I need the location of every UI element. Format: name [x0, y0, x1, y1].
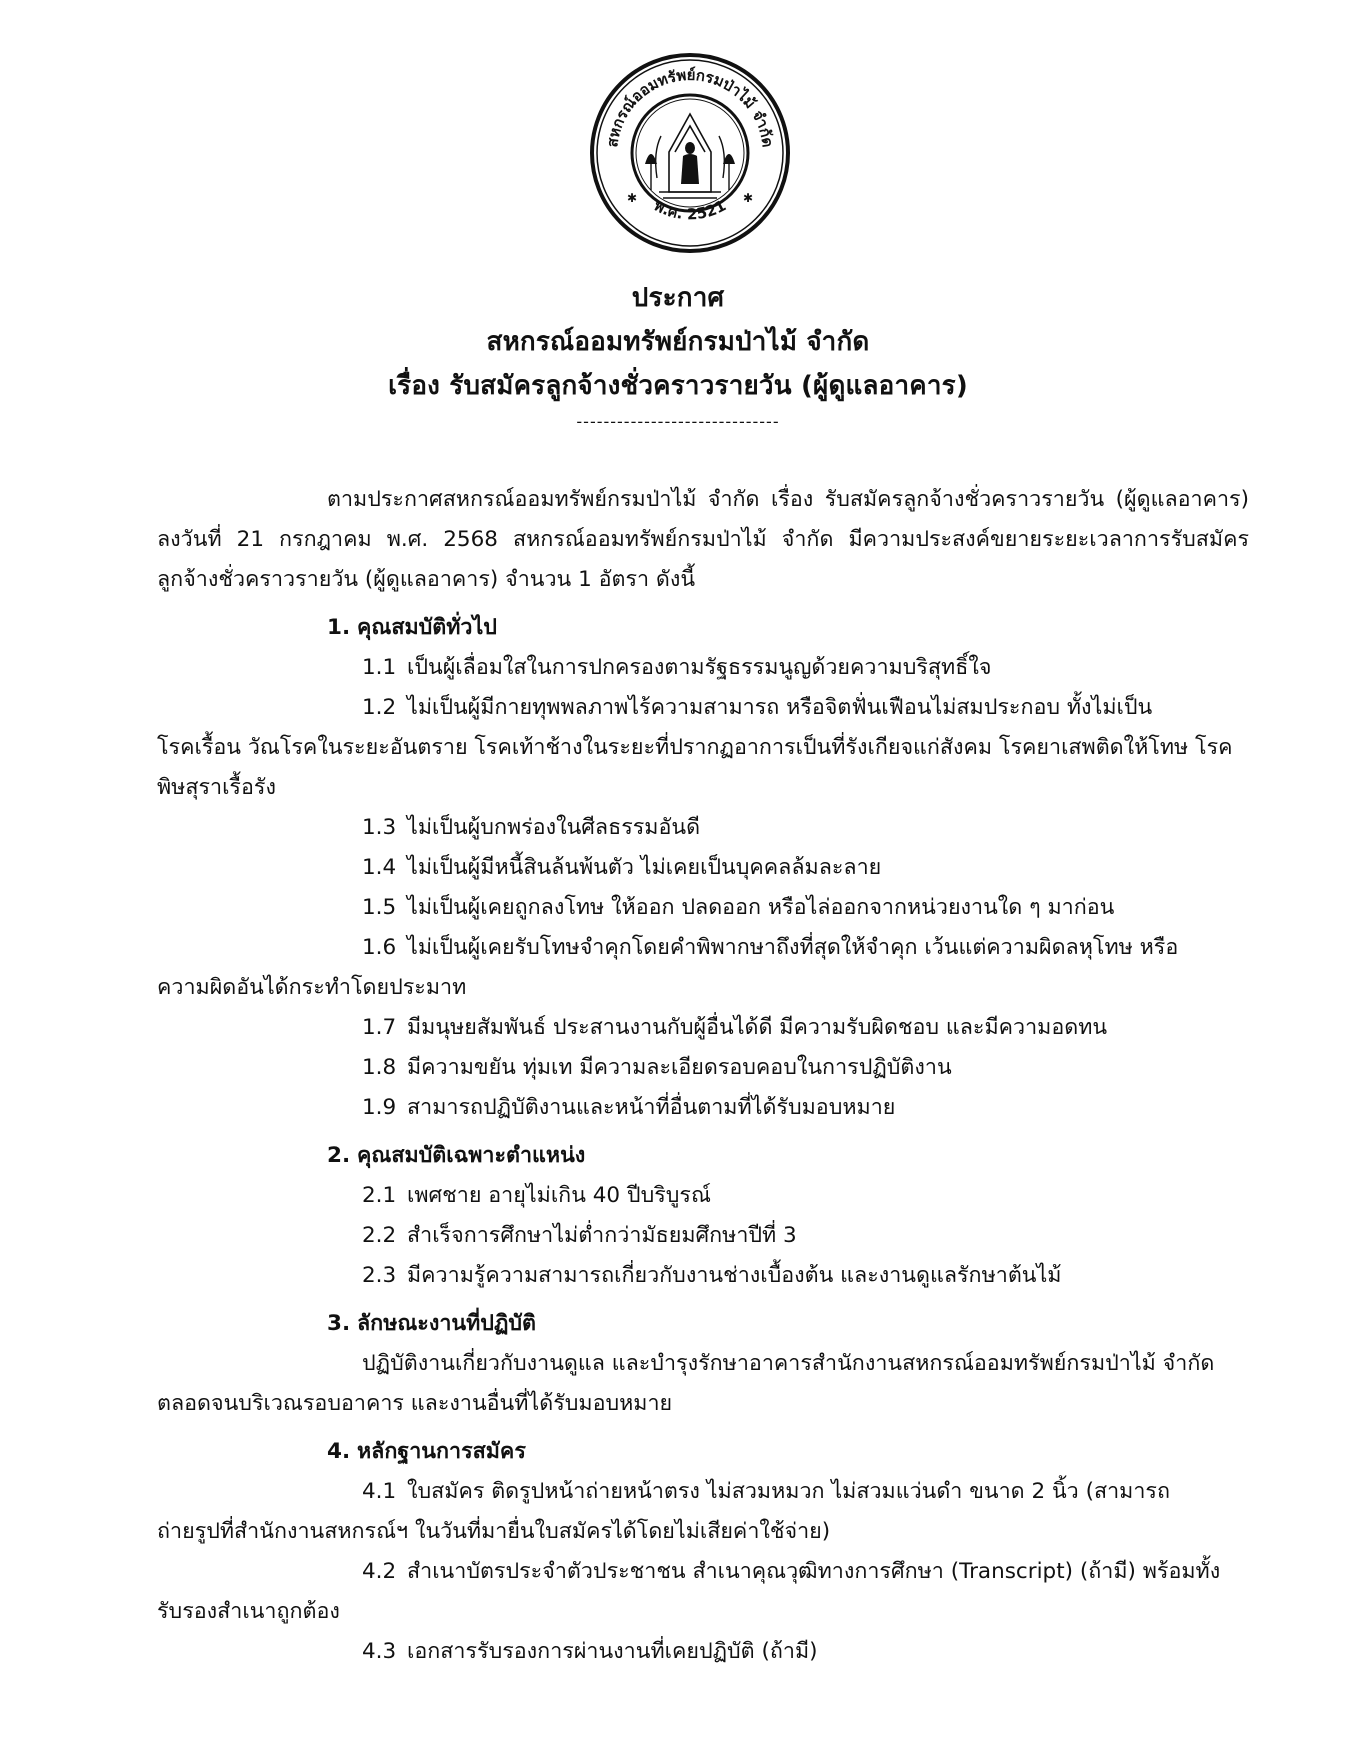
item-text: มีความขยัน ทุ่มเท มีความละเอียดรอบคอบในการปฏิบัติงาน — [407, 1055, 952, 1080]
heading-subject: เรื่อง รับสมัครลูกจ้างชั่วคราวรายวัน (ผู้ดูแลอาคาร) — [388, 371, 968, 401]
list-item — [157, 888, 1249, 928]
item-text: เป็นผู้เลื่อมใสในการปกครองตามรัฐธรรมนูญด้วยความบริสุทธิ์ใจ — [407, 655, 992, 680]
section-1-number: 1. — [327, 615, 351, 640]
section-1-label: คุณสมบัติทั่วไป — [357, 615, 497, 640]
section-2-title — [157, 1136, 1249, 1176]
item-number: 1.5 — [362, 895, 397, 920]
item-text: สำเนาบัตรประจำตัวประชาชน สำเนาคุณวุฒิทางการศึกษา (Transcript) (ถ้ามี) พร้อมทั้ง — [407, 1559, 1221, 1584]
item-number: 1.6 — [362, 935, 397, 960]
list-item — [157, 1048, 1249, 1088]
list-item — [157, 1216, 1249, 1256]
section-4-number: 4. — [327, 1439, 351, 1464]
item-number: 1.9 — [362, 1095, 397, 1120]
section-3-description: ปฏิบัติงานเกี่ยวกับงานดูแล และบำรุงรักษาอาคารสำนักงานสหกรณ์ออมทรัพย์กรมป่าไม้ จำกัด — [362, 1351, 1215, 1376]
item-number: 4.1 — [362, 1479, 397, 1504]
item-continuation: โรคเรื้อน วัณโรคในระยะอันตราย โรคเท้าช้างในระยะที่ปรากฏอาการเป็นที่รังเกียจแก่สังคม โรคยาเสพติดให้โทษ โรคพิษสุราเรื้อรัง — [157, 735, 1233, 800]
item-number: 1.3 — [362, 815, 397, 840]
item-number: 1.1 — [362, 655, 397, 680]
item-text: ไม่เป็นผู้เคยรับโทษจำคุกโดยคำพิพากษาถึงที่สุดให้จำคุก เว้นแต่ความผิดลหุโทษ หรือ — [407, 935, 1179, 960]
item-text: สำเร็จการศึกษาไม่ต่ำกว่ามัธยมศึกษาปีที่ 3 — [407, 1223, 797, 1248]
item-text: ไม่เป็นผู้มีหนี้สินล้นพ้นตัว ไม่เคยเป็นบุคคลล้มละลาย — [407, 855, 882, 880]
list-item — [157, 1256, 1249, 1296]
seal-graphic — [589, 52, 791, 254]
list-item — [157, 848, 1249, 888]
item-continuation: ความผิดอันได้กระทำโดยประมาท — [157, 975, 467, 1000]
list-item — [157, 688, 1249, 808]
section-1-title — [157, 608, 1249, 648]
item-text: มีความรู้ความสามารถเกี่ยวกับงานช่างเบื้องต้น และงานดูแลรักษาต้นไม้ — [407, 1263, 1062, 1288]
section-4-title — [157, 1432, 1249, 1472]
item-number: 2.3 — [362, 1263, 397, 1288]
item-number: 1.7 — [362, 1015, 397, 1040]
item-text: ใบสมัคร ติดรูปหน้าถ่ายหน้าตรง ไม่สวมหมวก ไม่สวมแว่นดำ ขนาด 2 นิ้ว (สามารถ — [407, 1479, 1170, 1504]
section-2-number: 2. — [327, 1143, 351, 1168]
list-item — [157, 928, 1249, 1008]
announcement-heading — [0, 276, 1356, 434]
item-text: ไม่เป็นผู้เคยถูกลงโทษ ให้ออก ปลดออก หรือไล่ออกจากหน่วยงานใด ๆ มาก่อน — [407, 895, 1115, 920]
item-continuation: ถ่ายรูปที่สำนักงานสหกรณ์ฯ ในวันที่มายื่นใบสมัครได้โดยไม่เสียค่าใช้จ่าย) — [157, 1519, 831, 1544]
heading-organization: สหกรณ์ออมทรัพย์กรมป่าไม้ จำกัด — [486, 327, 870, 357]
section-3-title — [157, 1304, 1249, 1344]
section-3-number: 3. — [327, 1311, 351, 1336]
cooperative-seal-icon — [589, 52, 791, 254]
list-item — [157, 1632, 1249, 1672]
list-item — [157, 1552, 1249, 1632]
section-3-description-continued: ตลอดจนบริเวณรอบอาคาร และงานอื่นที่ได้รับมอบหมาย — [157, 1391, 673, 1416]
item-number: 4.2 — [362, 1559, 397, 1584]
item-number: 4.3 — [362, 1639, 397, 1664]
list-item — [157, 808, 1249, 848]
seal-bottom-text: พ.ศ. 2521 — [651, 196, 729, 224]
section-4-label: หลักฐานการสมัคร — [357, 1439, 526, 1464]
item-text: เอกสารรับรองการผ่านงานที่เคยปฏิบัติ (ถ้ามี) — [407, 1639, 818, 1664]
announcement-body — [157, 480, 1249, 1672]
item-number: 1.8 — [362, 1055, 397, 1080]
svg-text:✱: ✱ — [743, 191, 754, 205]
svg-text:✱: ✱ — [627, 191, 638, 205]
section-2-label: คุณสมบัติเฉพาะตำแหน่ง — [357, 1143, 586, 1168]
item-text: ไม่เป็นผู้บกพร่องในศีลธรรมอันดี — [407, 815, 701, 840]
item-number: 1.2 — [362, 695, 397, 720]
heading-divider: ------------------------------ — [576, 412, 780, 431]
list-item — [157, 1008, 1249, 1048]
item-text: สามารถปฏิบัติงานและหน้าที่อื่นตามที่ได้รับมอบหมาย — [407, 1095, 896, 1120]
item-number: 2.2 — [362, 1223, 397, 1248]
list-item — [157, 1088, 1249, 1128]
heading-announcement: ประกาศ — [631, 283, 725, 313]
item-number: 2.1 — [362, 1183, 397, 1208]
item-continuation: รับรองสำเนาถูกต้อง — [157, 1599, 340, 1624]
list-item — [157, 648, 1249, 688]
section-3-label: ลักษณะงานที่ปฏิบัติ — [357, 1311, 536, 1336]
item-text: ไม่เป็นผู้มีกายทุพพลภาพไร้ความสามารถ หรือจิตฟั่นเฟือนไม่สมประกอบ ทั้งไม่เป็น — [407, 695, 1153, 720]
item-text: เพศชาย อายุไม่เกิน 40 ปีบริบูรณ์ — [407, 1183, 711, 1208]
seal-top-text: สหกรณ์ออมทรัพย์กรมป่าไม้ จำกัด — [603, 65, 777, 149]
intro-paragraph: ตามประกาศสหกรณ์ออมทรัพย์กรมป่าไม้ จำกัด เรื่อง รับสมัครลูกจ้างชั่วคราวรายวัน (ผู้ดูแลอาคาร) ลงวันที่ 21 กรกฎาคม พ.ศ. 2568 สหกรณ์ออมทรัพย์กรมป่าไม้ จำกัด มีความประสงค์ขยายระยะเวลาการรับสมัคร ลูกจ้างชั่วคราวรายวัน (ผู้ดูแลอาคาร) จำนวน 1 อัตรา ดังนี้ — [157, 487, 1249, 592]
list-item — [157, 1176, 1249, 1216]
item-text: มีมนุษยสัมพันธ์ ประสานงานกับผู้อื่นได้ดี มีความรับผิดชอบ และมีความอดทน — [407, 1015, 1108, 1040]
item-number: 1.4 — [362, 855, 397, 880]
list-item — [157, 1472, 1249, 1552]
